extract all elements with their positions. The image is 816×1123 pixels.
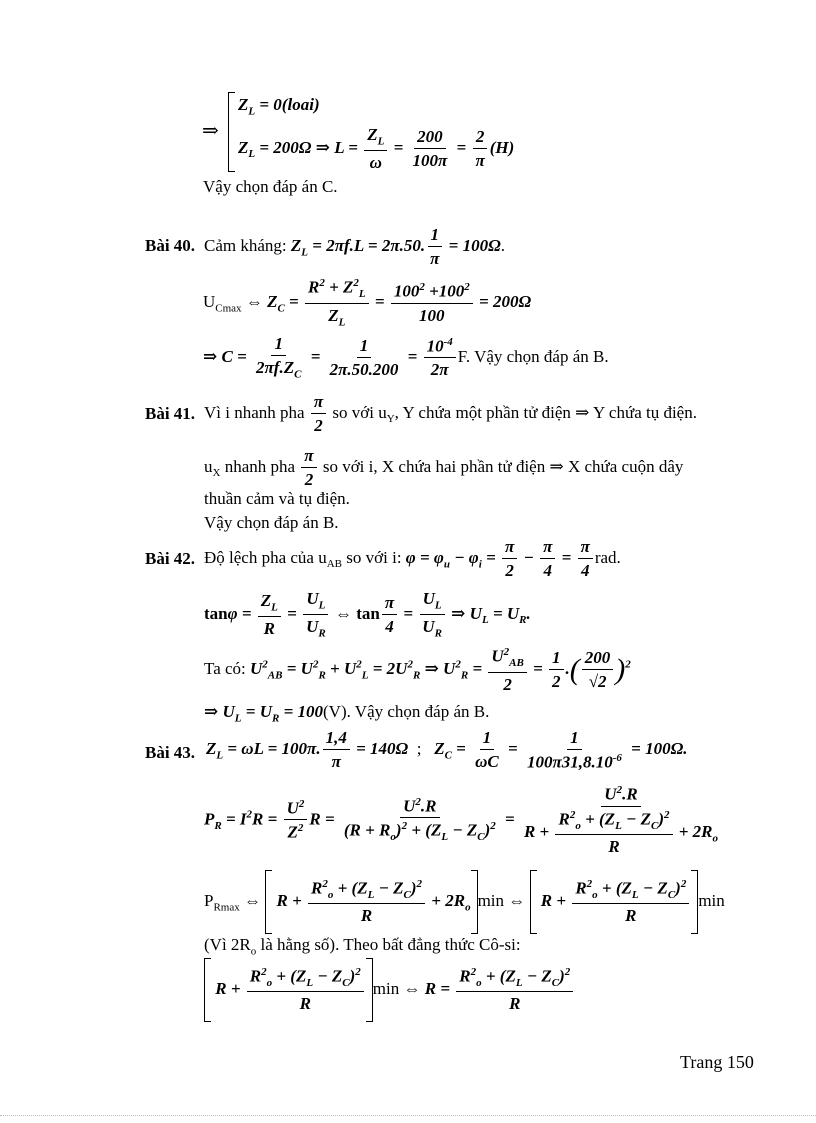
prmax-label: P [204,890,214,910]
b41-l2c: so với i, X chứa hai phần tử điện ⇒ X chứa cuộn dây [322,456,684,476]
min-2: min [698,890,725,910]
case-1: $Z_L$ = 0(loai) [238,95,320,118]
b43-note-sub: o [250,945,257,958]
b41-l2sub: X [212,467,221,480]
case-bracket [228,92,235,172]
b41-l1sub: Y [386,413,395,426]
min-3: min [372,978,400,998]
b41-l1b: so với u [332,402,387,422]
b42-line1: Độ lệch pha của $u_{AB}$ so với i: $\varphi = \varphi_u - \varphi_i$ = $\frac{\pi}{2}$ − $\frac{\pi}{4}$ = $\frac{\pi}{4}$ rad. [204,537,621,580]
b43-line1: $Z_L = \omega L = 100\pi$. $\frac{1,4}{\pi}$ = 140Ω ; $Z_C$ = $\frac{1}{\omega C}$ = $\frac{1}{100\pi 31,8.10^{-6}}$ = 100Ω. [206,728,688,772]
b43-note-a: (Vì 2R [204,935,251,954]
b43-line3: $P_{Rmax}$ ⇔ R + $\frac{R^2_o + (Z_L - Z_C)^2}{R}$ + $2R_o$ min ⇔ R + $\frac{R^2_o + (Z_L - Z_C)^2}{R}$ min [204,870,725,934]
case-2: $Z_L = 200\Omega$ ⇒ L = $\frac{Z_L}{\omega}$ = $\frac{200}{100\pi}$ = $\frac{2}{\pi}$ (H) [238,125,515,172]
b40-line3: ⇒ C = $\frac{1}{2\pi f.Z_C}$ = $\frac{1}{2\pi.50.200}$ = $\frac{10^{-4}}{2\pi}$ F. Vậy chọn đáp án B. [203,334,609,381]
b40-line2: $U_{Cmax}$ ⇔ $Z_C$ = $\frac{R^2 + Z^2_L}{Z_L}$ = $\frac{100^2 +100^2}{100}$ = 200Ω [203,277,532,328]
b41-l1a: Vì i nhanh pha [204,402,305,422]
b42-line3: Ta có: $U^2_{AB} = U^2_R + U^2_L = 2U^2_R$ ⇒ $U^2_R$ = $\frac{U^2_{AB}}{2}$ = $\frac{1}{2}$ .( $\frac{200}{√2}$ )$^2$ [204,646,631,694]
min-1: min [477,890,505,910]
b42-line4: ⇒ $U_L = U_R = 100(V)$. Vậy chọn đáp án B. [204,702,490,725]
b41-l1c: , Y chứa một phần tử điện ⇒ Y chứa tụ điện. [394,402,697,422]
b41-line3: thuần cảm và tụ điện. [204,489,350,508]
page-number: Trang 150 [680,1052,754,1072]
page-footer-rule [0,1115,816,1116]
b41-l2b: nhanh pha [224,456,296,476]
b43-note [204,936,521,957]
b40-tail: F. Vậy chọn đáp án B. [457,346,609,366]
ucmax-label: U [203,292,216,312]
implies-arrow-top: ⇒ [202,120,219,142]
b40-line1: Cảm kháng: $Z_L = 2\pi f.L = 2\pi.50$. $\frac{1}{\pi}$ = 100Ω. [204,225,506,268]
b43-line4: R + $\frac{R^2_o + (Z_L - Z_C)^2}{R}$ min ⇔ R = $\frac{R^2_o + (Z_L - Z_C)^2}{R}$ [204,958,575,1022]
b40-intro: Cảm kháng: [204,235,287,255]
answer-39: Vậy chọn đáp án C. [203,177,338,196]
b42-volt: (V). Vậy chọn đáp án B. [323,702,490,721]
b42-rad: rad. [594,547,621,567]
b42-intro2: so với i: [346,547,402,567]
b41-answer: Vậy chọn đáp án B. [204,513,339,532]
prmax-sub: Rmax [213,901,240,914]
b43-line2: $P_R = I^2R$ = $\frac{U^2}{Z^2}$ R = $\frac{U^2.R}{(R + R_o)^2 + (Z_L - Z_C)^2}$ = $U^2.R$ R + $\frac{R^2_o + (Z_L - Z_C)^2}{R}$ + $2R_o$ [204,784,719,857]
ucmax-sub: Cmax [215,302,242,315]
b43-label: Bài 43. [145,743,196,762]
b42-intro-sub: AB [326,558,343,571]
b42-taco: Ta có: [204,659,246,679]
b43-note-b: là hằng số). Theo bất đẳng thức Cô-si: [260,935,521,954]
b40-label: Bài 40. [145,236,196,255]
b42-intro: Độ lệch pha của u [204,547,327,567]
b41-label: Bài 41. [145,404,196,423]
b41-l2a: u [204,456,213,476]
b42-line2: tanφ = $\frac{Z_L}{R}$ = $\frac{U_L}{U_R}$ ⇔ tan $\frac{\pi}{4}$ = $\frac{U_L}{U_R}$ ⇒ $U_L = U_R$. [204,589,531,640]
b41-line1: Vì i nhanh pha $\frac{\pi}{2}$ so với $u_Y$, Y chứa một phần tử điện ⇒ Y chứa tụ điện. [204,392,697,435]
b42-label: Bài 42. [145,549,196,568]
b41-line2: $u_X$ nhanh pha $\frac{\pi}{2}$ so với i, X chứa hai phần tử điện ⇒ X chứa cuộn dây [204,446,684,489]
